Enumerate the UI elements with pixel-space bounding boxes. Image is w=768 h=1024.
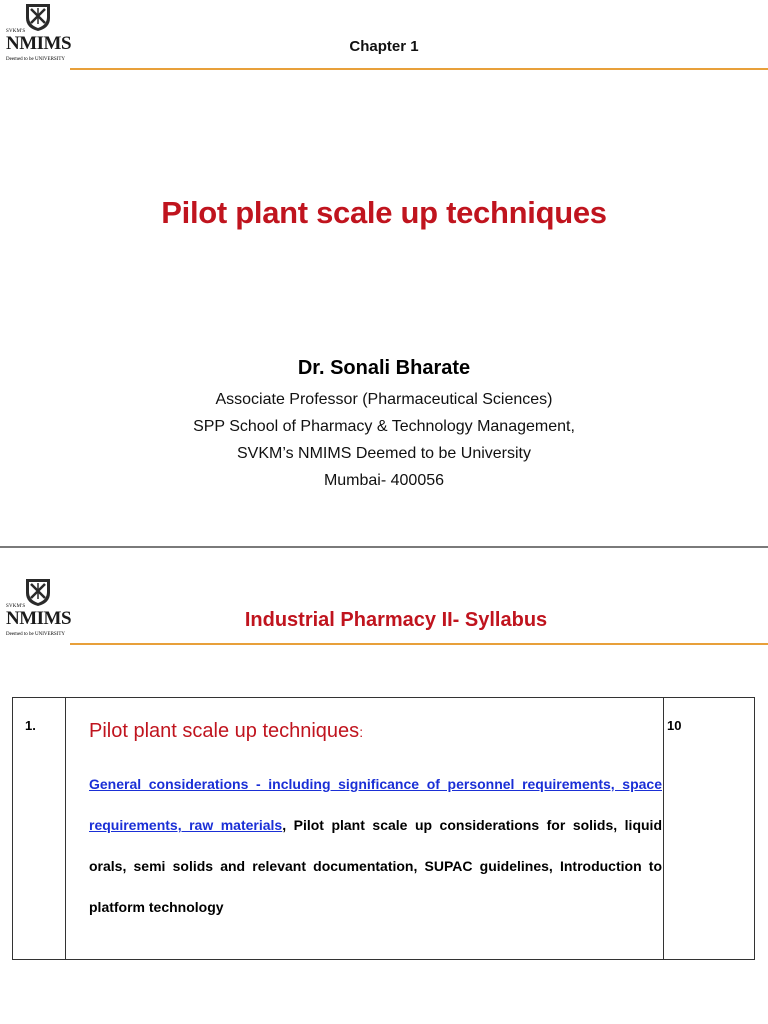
header-divider	[70, 643, 768, 645]
nmims-logo	[4, 2, 72, 66]
university-seal-icon	[24, 2, 52, 32]
affiliation-line: SVKM’s NMIMS Deemed to be University	[236, 445, 531, 462]
logo-nmims-text: NMIMS	[6, 608, 72, 629]
logo-svkm-text: SVKM'S	[6, 604, 26, 609]
affiliation-line: Mumbai- 400056	[323, 472, 445, 489]
table-column-divider	[65, 698, 66, 959]
affiliation-line: SPP School of Pharmacy & Technology Management,	[193, 418, 575, 435]
syllabus-slide	[0, 551, 768, 1024]
syllabus-table	[12, 697, 755, 960]
footer-divider	[0, 546, 768, 548]
university-seal-icon	[24, 577, 52, 607]
unit-description-text: , Pilot plant scale up considerations for solids, liquid orals, semi solids and relevant documentation, SUPAC guidelines, Introduction to platform technology	[89, 817, 662, 915]
logo-deemed-text: Deemed to be UNIVERSITY	[6, 57, 66, 62]
page-title: Pilot plant scale up techniques	[161, 195, 607, 230]
affiliation-line: Associate Professor (Pharmaceutical Sciences)	[215, 391, 553, 408]
unit-title-text: Pilot plant scale up techniques	[89, 720, 360, 742]
unit-title-colon: :	[359, 724, 364, 740]
logo-svkm-text: SVKM'S	[6, 29, 26, 34]
author-name: Dr. Sonali Bharate	[297, 357, 471, 379]
syllabus-title: Industrial Pharmacy II- Syllabus	[244, 609, 548, 631]
unit-description	[89, 764, 662, 928]
unit-title	[89, 720, 363, 743]
table-column-divider	[663, 698, 664, 959]
general-considerations-link[interactable]: General considerations - including significance of personnel requirements, space requirements, raw materials	[89, 776, 662, 833]
unit-hours: 10	[667, 718, 682, 733]
header-divider	[70, 68, 768, 70]
logo-deemed-text: Deemed to be UNIVERSITY	[6, 632, 66, 637]
logo-nmims-text: NMIMS	[6, 33, 72, 54]
chapter-header: Chapter 1	[349, 38, 419, 55]
unit-number: 1.	[25, 718, 36, 733]
